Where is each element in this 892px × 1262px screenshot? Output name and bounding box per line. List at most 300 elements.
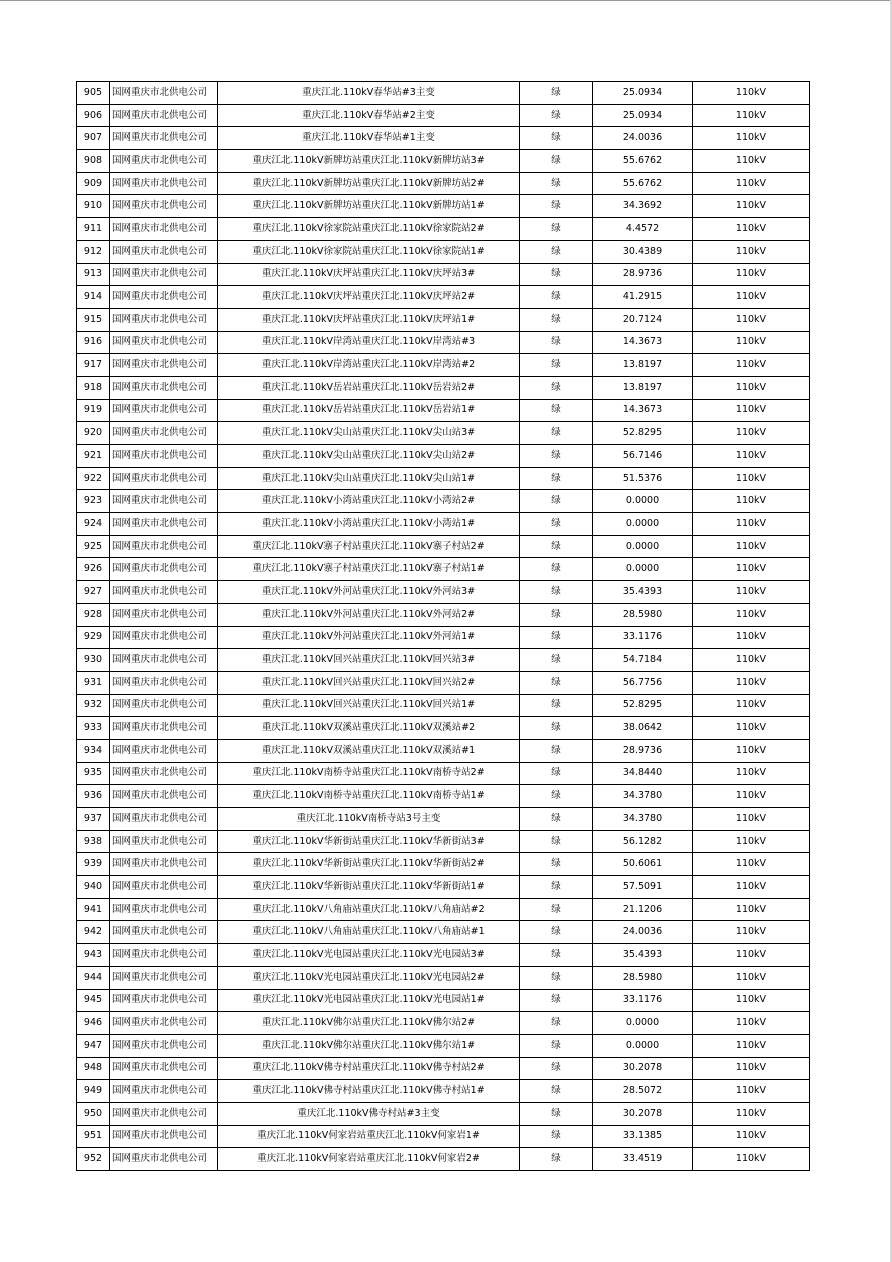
row-index-cell: 910 [77, 195, 110, 218]
status-color-cell: 绿 [520, 830, 593, 853]
load-value-cell: 35.4393 [593, 944, 693, 967]
station-name-cell: 重庆江北.110kV春华站#2主变 [218, 104, 520, 127]
company-name-cell: 国网重庆市北供电公司 [110, 127, 218, 150]
voltage-level-cell: 110kV [693, 331, 810, 354]
voltage-level-cell: 110kV [693, 1057, 810, 1080]
company-name-cell: 国网重庆市北供电公司 [110, 399, 218, 422]
station-name-cell: 重庆江北.110kV春华站#3主变 [218, 82, 520, 105]
table-row [77, 195, 810, 218]
table-row [77, 1057, 810, 1080]
row-index-cell: 917 [77, 354, 110, 377]
row-index-cell: 909 [77, 172, 110, 195]
table-row [77, 1012, 810, 1035]
status-color-cell: 绿 [520, 853, 593, 876]
voltage-level-cell: 110kV [693, 490, 810, 513]
company-name-cell: 国网重庆市北供电公司 [110, 150, 218, 173]
company-name-cell: 国网重庆市北供电公司 [110, 853, 218, 876]
voltage-level-cell: 110kV [693, 830, 810, 853]
table-row [77, 1125, 810, 1148]
table-row [77, 513, 810, 536]
load-value-cell: 33.1176 [593, 626, 693, 649]
status-color-cell: 绿 [520, 82, 593, 105]
company-name-cell: 国网重庆市北供电公司 [110, 1034, 218, 1057]
company-name-cell: 国网重庆市北供电公司 [110, 1148, 218, 1171]
status-color-cell: 绿 [520, 445, 593, 468]
voltage-level-cell: 110kV [693, 989, 810, 1012]
company-name-cell: 国网重庆市北供电公司 [110, 785, 218, 808]
station-name-cell: 重庆江北.110kV岳岩站重庆江北.110kV岳岩站1# [218, 399, 520, 422]
station-name-cell: 重庆江北.110kV徐家院站重庆江北.110kV徐家院站1# [218, 240, 520, 263]
row-index-cell: 915 [77, 308, 110, 331]
voltage-level-cell: 110kV [693, 1034, 810, 1057]
company-name-cell: 国网重庆市北供电公司 [110, 966, 218, 989]
company-name-cell: 国网重庆市北供电公司 [110, 354, 218, 377]
status-color-cell: 绿 [520, 1080, 593, 1103]
station-name-cell: 重庆江北.110kV华新街站重庆江北.110kV华新街站3# [218, 830, 520, 853]
station-name-cell: 重庆江北.110kV何家岩站重庆江北.110kV何家岩2# [218, 1148, 520, 1171]
row-index-cell: 930 [77, 649, 110, 672]
load-value-cell: 38.0642 [593, 717, 693, 740]
row-index-cell: 919 [77, 399, 110, 422]
company-name-cell: 国网重庆市北供电公司 [110, 989, 218, 1012]
status-color-cell: 绿 [520, 263, 593, 286]
row-index-cell: 905 [77, 82, 110, 105]
status-color-cell: 绿 [520, 1102, 593, 1125]
load-value-cell: 52.8295 [593, 422, 693, 445]
voltage-level-cell: 110kV [693, 785, 810, 808]
company-name-cell: 国网重庆市北供电公司 [110, 331, 218, 354]
table-row [77, 535, 810, 558]
status-color-cell: 绿 [520, 1148, 593, 1171]
voltage-level-cell: 110kV [693, 1102, 810, 1125]
station-name-cell: 重庆江北.110kV新牌坊站重庆江北.110kV新牌坊站1# [218, 195, 520, 218]
table-row [77, 104, 810, 127]
load-value-cell: 51.5376 [593, 467, 693, 490]
status-color-cell: 绿 [520, 218, 593, 241]
table-row [77, 603, 810, 626]
table-row [77, 898, 810, 921]
load-value-cell: 55.6762 [593, 172, 693, 195]
load-value-cell: 4.4572 [593, 218, 693, 241]
load-value-cell: 28.5980 [593, 603, 693, 626]
table-row [77, 263, 810, 286]
company-name-cell: 国网重庆市北供电公司 [110, 286, 218, 309]
voltage-level-cell: 110kV [693, 898, 810, 921]
load-value-cell: 25.0934 [593, 104, 693, 127]
company-name-cell: 国网重庆市北供电公司 [110, 104, 218, 127]
status-color-cell: 绿 [520, 490, 593, 513]
status-color-cell: 绿 [520, 921, 593, 944]
row-index-cell: 949 [77, 1080, 110, 1103]
voltage-level-cell: 110kV [693, 422, 810, 445]
status-color-cell: 绿 [520, 966, 593, 989]
status-color-cell: 绿 [520, 513, 593, 536]
station-name-cell: 重庆江北.110kV寨子村站重庆江北.110kV寨子村站1# [218, 558, 520, 581]
row-index-cell: 951 [77, 1125, 110, 1148]
table-row [77, 445, 810, 468]
station-name-cell: 重庆江北.110kV尖山站重庆江北.110kV尖山站3# [218, 422, 520, 445]
voltage-level-cell: 110kV [693, 649, 810, 672]
voltage-level-cell: 110kV [693, 853, 810, 876]
table-row [77, 1080, 810, 1103]
station-name-cell: 重庆江北.110kV佛尔站重庆江北.110kV佛尔站1# [218, 1034, 520, 1057]
voltage-level-cell: 110kV [693, 354, 810, 377]
company-name-cell: 国网重庆市北供电公司 [110, 808, 218, 831]
table-row [77, 694, 810, 717]
status-color-cell: 绿 [520, 376, 593, 399]
table-row [77, 218, 810, 241]
load-value-cell: 24.0036 [593, 921, 693, 944]
status-color-cell: 绿 [520, 694, 593, 717]
company-name-cell: 国网重庆市北供电公司 [110, 830, 218, 853]
status-color-cell: 绿 [520, 944, 593, 967]
table-row [77, 989, 810, 1012]
load-value-cell: 56.7146 [593, 445, 693, 468]
company-name-cell: 国网重庆市北供电公司 [110, 467, 218, 490]
load-value-cell: 20.7124 [593, 308, 693, 331]
load-value-cell: 21.1206 [593, 898, 693, 921]
load-value-cell: 28.9736 [593, 263, 693, 286]
row-index-cell: 937 [77, 808, 110, 831]
row-index-cell: 916 [77, 331, 110, 354]
table-row [77, 944, 810, 967]
row-index-cell: 945 [77, 989, 110, 1012]
station-name-cell: 重庆江北.110kV岸湾站重庆江北.110kV岸湾站#2 [218, 354, 520, 377]
load-value-cell: 30.4389 [593, 240, 693, 263]
row-index-cell: 932 [77, 694, 110, 717]
station-name-cell: 重庆江北.110kV光电园站重庆江北.110kV光电园站2# [218, 966, 520, 989]
voltage-level-cell: 110kV [693, 399, 810, 422]
station-name-cell: 重庆江北.110kV岸湾站重庆江北.110kV岸湾站#3 [218, 331, 520, 354]
load-value-cell: 54.7184 [593, 649, 693, 672]
load-value-cell: 24.0036 [593, 127, 693, 150]
load-value-cell: 34.3780 [593, 808, 693, 831]
row-index-cell: 928 [77, 603, 110, 626]
company-name-cell: 国网重庆市北供电公司 [110, 649, 218, 672]
load-value-cell: 0.0000 [593, 513, 693, 536]
voltage-level-cell: 110kV [693, 445, 810, 468]
station-name-cell: 重庆江北.110kV庆坪站重庆江北.110kV庆坪站3# [218, 263, 520, 286]
voltage-level-cell: 110kV [693, 150, 810, 173]
row-index-cell: 948 [77, 1057, 110, 1080]
company-name-cell: 国网重庆市北供电公司 [110, 921, 218, 944]
company-name-cell: 国网重庆市北供电公司 [110, 422, 218, 445]
status-color-cell: 绿 [520, 467, 593, 490]
table-row [77, 127, 810, 150]
company-name-cell: 国网重庆市北供电公司 [110, 739, 218, 762]
station-name-cell: 重庆江北.110kV尖山站重庆江北.110kV尖山站2# [218, 445, 520, 468]
status-color-cell: 绿 [520, 1012, 593, 1035]
company-name-cell: 国网重庆市北供电公司 [110, 308, 218, 331]
station-name-cell: 重庆江北.110kV外河站重庆江北.110kV外河站2# [218, 603, 520, 626]
voltage-level-cell: 110kV [693, 1080, 810, 1103]
station-name-cell: 重庆江北.110kV八角庙站重庆江北.110kV八角庙站#2 [218, 898, 520, 921]
row-index-cell: 927 [77, 581, 110, 604]
load-value-cell: 25.0934 [593, 82, 693, 105]
row-index-cell: 907 [77, 127, 110, 150]
station-name-cell: 重庆江北.110kV庆坪站重庆江北.110kV庆坪站1# [218, 308, 520, 331]
station-name-cell: 重庆江北.110kV佛寺村站重庆江北.110kV佛寺村站1# [218, 1080, 520, 1103]
station-name-cell: 重庆江北.110kV南桥寺站3号主变 [218, 808, 520, 831]
table-row [77, 376, 810, 399]
row-index-cell: 947 [77, 1034, 110, 1057]
row-index-cell: 931 [77, 671, 110, 694]
voltage-level-cell: 110kV [693, 286, 810, 309]
table-row [77, 1148, 810, 1171]
row-index-cell: 936 [77, 785, 110, 808]
table-row [77, 150, 810, 173]
voltage-level-cell: 110kV [693, 603, 810, 626]
table-row [77, 739, 810, 762]
row-index-cell: 920 [77, 422, 110, 445]
voltage-level-cell: 110kV [693, 966, 810, 989]
status-color-cell: 绿 [520, 649, 593, 672]
status-color-cell: 绿 [520, 626, 593, 649]
voltage-level-cell: 110kV [693, 82, 810, 105]
load-value-cell: 0.0000 [593, 535, 693, 558]
station-name-cell: 重庆江北.110kV佛寺村站重庆江北.110kV佛寺村站2# [218, 1057, 520, 1080]
voltage-level-cell: 110kV [693, 218, 810, 241]
row-index-cell: 933 [77, 717, 110, 740]
page-top-border [0, 0, 892, 1]
row-index-cell: 925 [77, 535, 110, 558]
load-value-cell: 33.1385 [593, 1125, 693, 1148]
voltage-level-cell: 110kV [693, 808, 810, 831]
voltage-level-cell: 110kV [693, 308, 810, 331]
station-name-cell: 重庆江北.110kV小湾站重庆江北.110kV小湾站2# [218, 490, 520, 513]
table-row [77, 331, 810, 354]
company-name-cell: 国网重庆市北供电公司 [110, 1125, 218, 1148]
row-index-cell: 924 [77, 513, 110, 536]
voltage-level-cell: 110kV [693, 172, 810, 195]
load-value-cell: 0.0000 [593, 558, 693, 581]
table-row [77, 286, 810, 309]
company-name-cell: 国网重庆市北供电公司 [110, 82, 218, 105]
table-row [77, 785, 810, 808]
load-value-cell: 50.6061 [593, 853, 693, 876]
load-value-cell: 33.1176 [593, 989, 693, 1012]
company-name-cell: 国网重庆市北供电公司 [110, 898, 218, 921]
voltage-level-cell: 110kV [693, 1148, 810, 1171]
table-row [77, 172, 810, 195]
company-name-cell: 国网重庆市北供电公司 [110, 172, 218, 195]
load-value-cell: 14.3673 [593, 399, 693, 422]
table-row [77, 1034, 810, 1057]
voltage-level-cell: 110kV [693, 626, 810, 649]
table-row [77, 308, 810, 331]
load-value-cell: 34.3692 [593, 195, 693, 218]
load-value-cell: 13.8197 [593, 354, 693, 377]
status-color-cell: 绿 [520, 535, 593, 558]
station-name-cell: 重庆江北.110kV春华站#1主变 [218, 127, 520, 150]
station-name-cell: 重庆江北.110kV小湾站重庆江北.110kV小湾站1# [218, 513, 520, 536]
status-color-cell: 绿 [520, 785, 593, 808]
company-name-cell: 国网重庆市北供电公司 [110, 513, 218, 536]
voltage-level-cell: 110kV [693, 944, 810, 967]
voltage-level-cell: 110kV [693, 876, 810, 899]
status-color-cell: 绿 [520, 308, 593, 331]
voltage-level-cell: 110kV [693, 1125, 810, 1148]
table-row [77, 762, 810, 785]
voltage-level-cell: 110kV [693, 240, 810, 263]
load-value-cell: 30.2078 [593, 1057, 693, 1080]
company-name-cell: 国网重庆市北供电公司 [110, 1080, 218, 1103]
station-name-cell: 重庆江北.110kV外河站重庆江北.110kV外河站3# [218, 581, 520, 604]
station-name-cell: 重庆江北.110kV南桥寺站重庆江北.110kV南桥寺站2# [218, 762, 520, 785]
row-index-cell: 946 [77, 1012, 110, 1035]
station-name-cell: 重庆江北.110kV光电园站重庆江北.110kV光电园站3# [218, 944, 520, 967]
station-name-cell: 重庆江北.110kV佛尔站重庆江北.110kV佛尔站2# [218, 1012, 520, 1035]
status-color-cell: 绿 [520, 603, 593, 626]
load-value-cell: 34.3780 [593, 785, 693, 808]
table-row [77, 717, 810, 740]
table-row [77, 921, 810, 944]
row-index-cell: 941 [77, 898, 110, 921]
voltage-level-cell: 110kV [693, 739, 810, 762]
table-row [77, 671, 810, 694]
status-color-cell: 绿 [520, 1057, 593, 1080]
station-name-cell: 重庆江北.110kV华新街站重庆江北.110kV华新街站2# [218, 853, 520, 876]
row-index-cell: 944 [77, 966, 110, 989]
load-value-cell: 0.0000 [593, 1012, 693, 1035]
load-value-cell: 13.8197 [593, 376, 693, 399]
company-name-cell: 国网重庆市北供电公司 [110, 376, 218, 399]
table-row [77, 966, 810, 989]
voltage-level-cell: 110kV [693, 376, 810, 399]
company-name-cell: 国网重庆市北供电公司 [110, 762, 218, 785]
voltage-level-cell: 110kV [693, 558, 810, 581]
row-index-cell: 934 [77, 739, 110, 762]
company-name-cell: 国网重庆市北供电公司 [110, 445, 218, 468]
load-value-cell: 34.8440 [593, 762, 693, 785]
status-color-cell: 绿 [520, 989, 593, 1012]
row-index-cell: 942 [77, 921, 110, 944]
station-name-cell: 重庆江北.110kV双溪站重庆江北.110kV双溪站#2 [218, 717, 520, 740]
station-name-cell: 重庆江北.110kV八角庙站重庆江北.110kV八角庙站#1 [218, 921, 520, 944]
row-index-cell: 923 [77, 490, 110, 513]
row-index-cell: 938 [77, 830, 110, 853]
load-value-cell: 33.4519 [593, 1148, 693, 1171]
status-color-cell: 绿 [520, 172, 593, 195]
status-color-cell: 绿 [520, 717, 593, 740]
station-name-cell: 重庆江北.110kV庆坪站重庆江北.110kV庆坪站2# [218, 286, 520, 309]
load-value-cell: 28.9736 [593, 739, 693, 762]
company-name-cell: 国网重庆市北供电公司 [110, 671, 218, 694]
status-color-cell: 绿 [520, 671, 593, 694]
voltage-level-cell: 110kV [693, 671, 810, 694]
station-name-cell: 重庆江北.110kV回兴站重庆江北.110kV回兴站3# [218, 649, 520, 672]
table-body [77, 82, 810, 1171]
status-color-cell: 绿 [520, 808, 593, 831]
station-name-cell: 重庆江北.110kV新牌坊站重庆江北.110kV新牌坊站2# [218, 172, 520, 195]
status-color-cell: 绿 [520, 558, 593, 581]
table-row [77, 1102, 810, 1125]
voltage-level-cell: 110kV [693, 513, 810, 536]
load-value-cell: 35.4393 [593, 581, 693, 604]
status-color-cell: 绿 [520, 1034, 593, 1057]
table-row [77, 808, 810, 831]
status-color-cell: 绿 [520, 240, 593, 263]
load-value-cell: 57.5091 [593, 876, 693, 899]
table-row [77, 853, 810, 876]
table-row [77, 240, 810, 263]
load-value-cell: 0.0000 [593, 1034, 693, 1057]
status-color-cell: 绿 [520, 286, 593, 309]
row-index-cell: 906 [77, 104, 110, 127]
voltage-level-cell: 110kV [693, 127, 810, 150]
company-name-cell: 国网重庆市北供电公司 [110, 240, 218, 263]
table-row [77, 876, 810, 899]
status-color-cell: 绿 [520, 762, 593, 785]
company-name-cell: 国网重庆市北供电公司 [110, 603, 218, 626]
table-row [77, 626, 810, 649]
load-value-cell: 30.2078 [593, 1102, 693, 1125]
station-name-cell: 重庆江北.110kV南桥寺站重庆江北.110kV南桥寺站1# [218, 785, 520, 808]
row-index-cell: 940 [77, 876, 110, 899]
table-row [77, 490, 810, 513]
row-index-cell: 929 [77, 626, 110, 649]
voltage-level-cell: 110kV [693, 921, 810, 944]
company-name-cell: 国网重庆市北供电公司 [110, 1102, 218, 1125]
voltage-level-cell: 110kV [693, 263, 810, 286]
voltage-level-cell: 110kV [693, 1012, 810, 1035]
load-value-cell: 41.2915 [593, 286, 693, 309]
station-name-cell: 重庆江北.110kV尖山站重庆江北.110kV尖山站1# [218, 467, 520, 490]
table-row [77, 467, 810, 490]
status-color-cell: 绿 [520, 354, 593, 377]
load-value-cell: 56.1282 [593, 830, 693, 853]
company-name-cell: 国网重庆市北供电公司 [110, 218, 218, 241]
row-index-cell: 921 [77, 445, 110, 468]
company-name-cell: 国网重庆市北供电公司 [110, 490, 218, 513]
load-value-cell: 52.8295 [593, 694, 693, 717]
station-name-cell: 重庆江北.110kV岳岩站重庆江北.110kV岳岩站2# [218, 376, 520, 399]
company-name-cell: 国网重庆市北供电公司 [110, 876, 218, 899]
voltage-level-cell: 110kV [693, 104, 810, 127]
company-name-cell: 国网重庆市北供电公司 [110, 558, 218, 581]
station-name-cell: 重庆江北.110kV光电园站重庆江北.110kV光电园站1# [218, 989, 520, 1012]
voltage-level-cell: 110kV [693, 467, 810, 490]
status-color-cell: 绿 [520, 739, 593, 762]
table-row [77, 354, 810, 377]
status-color-cell: 绿 [520, 1125, 593, 1148]
row-index-cell: 935 [77, 762, 110, 785]
status-color-cell: 绿 [520, 581, 593, 604]
status-color-cell: 绿 [520, 127, 593, 150]
station-name-cell: 重庆江北.110kV回兴站重庆江北.110kV回兴站1# [218, 694, 520, 717]
company-name-cell: 国网重庆市北供电公司 [110, 581, 218, 604]
status-color-cell: 绿 [520, 422, 593, 445]
row-index-cell: 918 [77, 376, 110, 399]
table-row [77, 558, 810, 581]
row-index-cell: 952 [77, 1148, 110, 1171]
table-row [77, 422, 810, 445]
status-color-cell: 绿 [520, 898, 593, 921]
voltage-level-cell: 110kV [693, 694, 810, 717]
voltage-level-cell: 110kV [693, 762, 810, 785]
company-name-cell: 国网重庆市北供电公司 [110, 694, 218, 717]
status-color-cell: 绿 [520, 150, 593, 173]
status-color-cell: 绿 [520, 876, 593, 899]
station-name-cell: 重庆江北.110kV新牌坊站重庆江北.110kV新牌坊站3# [218, 150, 520, 173]
row-index-cell: 913 [77, 263, 110, 286]
row-index-cell: 914 [77, 286, 110, 309]
station-name-cell: 重庆江北.110kV何家岩站重庆江北.110kV何家岩1# [218, 1125, 520, 1148]
station-name-cell: 重庆江北.110kV外河站重庆江北.110kV外河站1# [218, 626, 520, 649]
voltage-level-cell: 110kV [693, 581, 810, 604]
station-name-cell: 重庆江北.110kV华新街站重庆江北.110kV华新街站1# [218, 876, 520, 899]
station-name-cell: 重庆江北.110kV佛寺村站#3主变 [218, 1102, 520, 1125]
